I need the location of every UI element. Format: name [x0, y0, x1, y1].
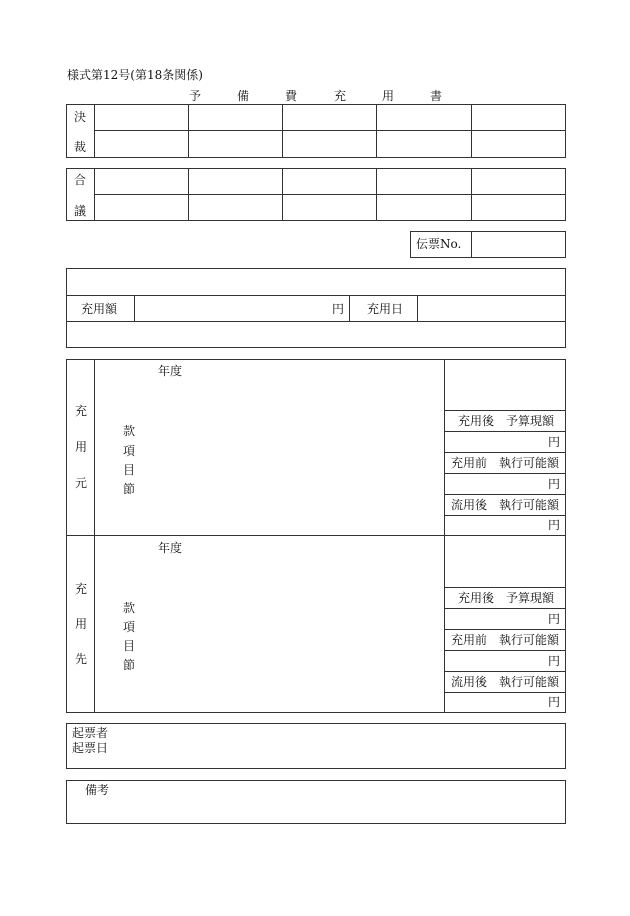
- budget-table: [66, 359, 566, 713]
- amount-yen: 円: [332, 302, 345, 316]
- destination-side-char: 用: [75, 617, 88, 631]
- title-char: 書: [430, 89, 443, 103]
- destination-side-char: 先: [75, 652, 88, 666]
- destination-row-yen: 円: [548, 695, 561, 709]
- title-char: 備: [237, 89, 250, 103]
- source-row-yen: 円: [548, 518, 561, 532]
- source-row-label: 充用後 予算現額: [458, 414, 555, 428]
- source-year-label: 年度: [158, 364, 183, 378]
- remarks-label: 備考: [85, 783, 110, 797]
- destination-row-yen: 円: [548, 612, 561, 626]
- drafter-box: [66, 723, 566, 769]
- destination-row-label: 流用後 執行可能額: [451, 675, 560, 689]
- destination-side-char: 充: [75, 582, 88, 596]
- title-char: 充: [334, 89, 347, 103]
- form-number: 様式第12号(第18条関係): [67, 68, 203, 82]
- source-row-label: 充用前 執行可能額: [451, 456, 560, 470]
- title-char: 予: [189, 89, 202, 103]
- source-item: 款: [123, 424, 136, 438]
- source-item: 目: [123, 463, 136, 477]
- destination-row-label: 充用後 予算現額: [458, 591, 555, 605]
- document-title: [189, 89, 449, 103]
- destination-item: 目: [123, 639, 136, 653]
- source-side-char: 元: [75, 476, 88, 490]
- title-char: 用: [382, 89, 395, 103]
- title-char: 費: [285, 89, 298, 103]
- amount-section: [66, 268, 566, 348]
- destination-year-label: 年度: [158, 541, 183, 555]
- source-item: 項: [123, 444, 136, 458]
- source-item: 節: [123, 482, 136, 496]
- drafter-name-label: 起票者: [72, 726, 109, 740]
- source-row-label: 流用後 執行可能額: [451, 498, 560, 512]
- voucher-label: 伝票No.: [416, 237, 462, 251]
- consultation-label-top: 合: [74, 173, 87, 187]
- destination-item: 款: [123, 601, 136, 615]
- source-row-yen: 円: [548, 435, 561, 449]
- source-side-char: 充: [75, 404, 88, 418]
- approval-grid: [66, 104, 566, 158]
- drafter-date-label: 起票日: [72, 741, 109, 755]
- source-row-yen: 円: [548, 477, 561, 491]
- destination-row-label: 充用前 執行可能額: [451, 633, 560, 647]
- remarks-box: [66, 780, 566, 824]
- destination-row-yen: 円: [548, 654, 561, 668]
- date-label: 充用日: [367, 302, 404, 316]
- approval-label-top: 決: [74, 110, 87, 124]
- source-side-char: 用: [75, 440, 88, 454]
- destination-item: 項: [123, 620, 136, 634]
- approval-label-bottom: 裁: [74, 140, 87, 154]
- consultation-label-bottom: 議: [74, 204, 87, 218]
- destination-item: 節: [123, 658, 136, 672]
- amount-label: 充用額: [81, 302, 118, 316]
